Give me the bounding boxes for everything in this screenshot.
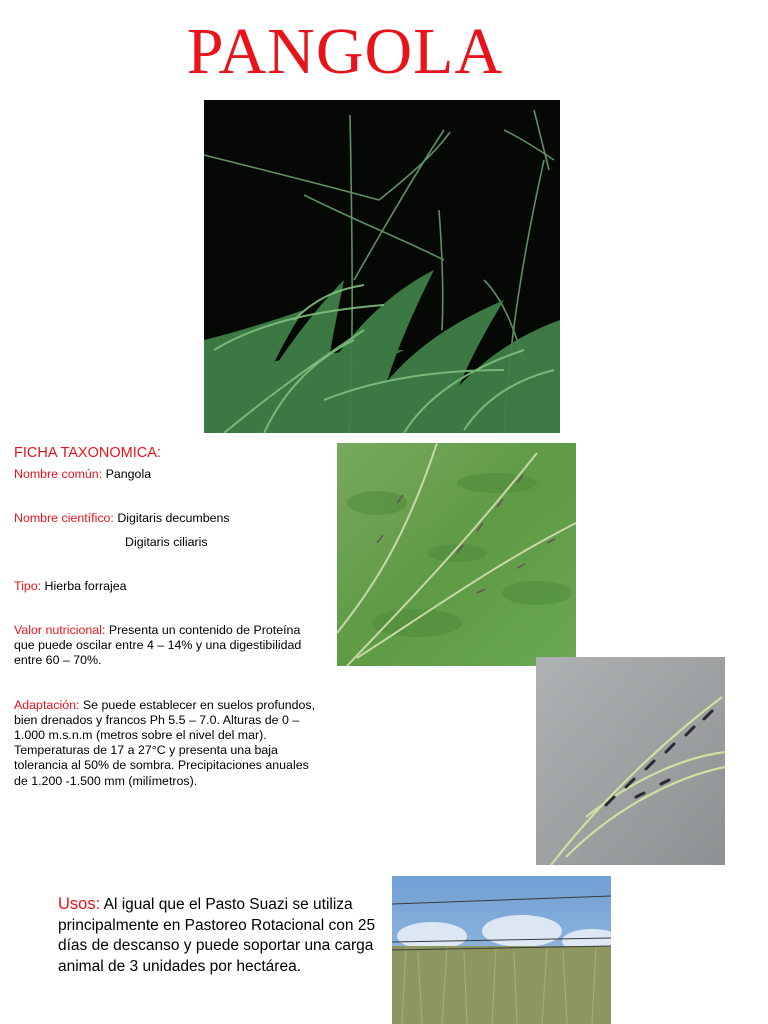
uses-section	[58, 894, 388, 977]
nutrition-value: Presenta un contenido de Proteína que puede oscilar entre 4 – 14% y una digestibilidad entre 60 – 70%.	[14, 623, 302, 668]
common-name-value: Pangola	[105, 467, 152, 482]
adaptation-value: Se puede establecer en suelos profundos, bien drenados y francos Ph 5.5 – 7.0. Alturas de 0 – 1.000 m.s.n.m (metros sobre el nivel del mar). Temperaturas de 17 a 27°C y presenta una baja tolerancia al 50% de sombra. Precipitaciones anuales de 1.200 -1.500 mm (milímetros).	[14, 697, 316, 788]
type-value: Hierba forrajea	[44, 578, 127, 593]
common-name-label: Nombre común:	[14, 467, 103, 482]
adaptation-label: Adaptación:	[14, 697, 80, 712]
taxonomy-heading: FICHA TAXONOMICA:	[14, 445, 161, 461]
common-name-row	[14, 467, 324, 482]
pangola-spike-photo	[337, 443, 576, 666]
scientific-name-value-1: Digitaris decumbens	[117, 511, 230, 526]
type-row	[14, 579, 324, 594]
pangola-seedhead-photo	[536, 657, 725, 865]
uses-value: Al igual que el Pasto Suazi se utiliza principalmente en Pastoreo Rotacional con 25 días de descanso y puede soportar una carga animal de 3 unidades por hectárea.	[58, 896, 376, 975]
scientific-name-label: Nombre científico:	[14, 511, 114, 526]
pasture-photo	[392, 876, 611, 1024]
type-label: Tipo:	[14, 578, 42, 593]
adaptation-row	[14, 698, 324, 789]
uses-label: Usos:	[58, 895, 101, 913]
page-title: PANGOLA	[186, 15, 504, 88]
nutrition-label: Valor nutricional:	[14, 623, 106, 638]
scientific-name-row	[14, 511, 324, 526]
nutrition-row	[14, 623, 324, 669]
pangola-plant-photo	[204, 100, 560, 433]
taxonomy-sheet	[14, 446, 324, 789]
scientific-name-value-2: Digitaris ciliaris	[125, 534, 208, 549]
